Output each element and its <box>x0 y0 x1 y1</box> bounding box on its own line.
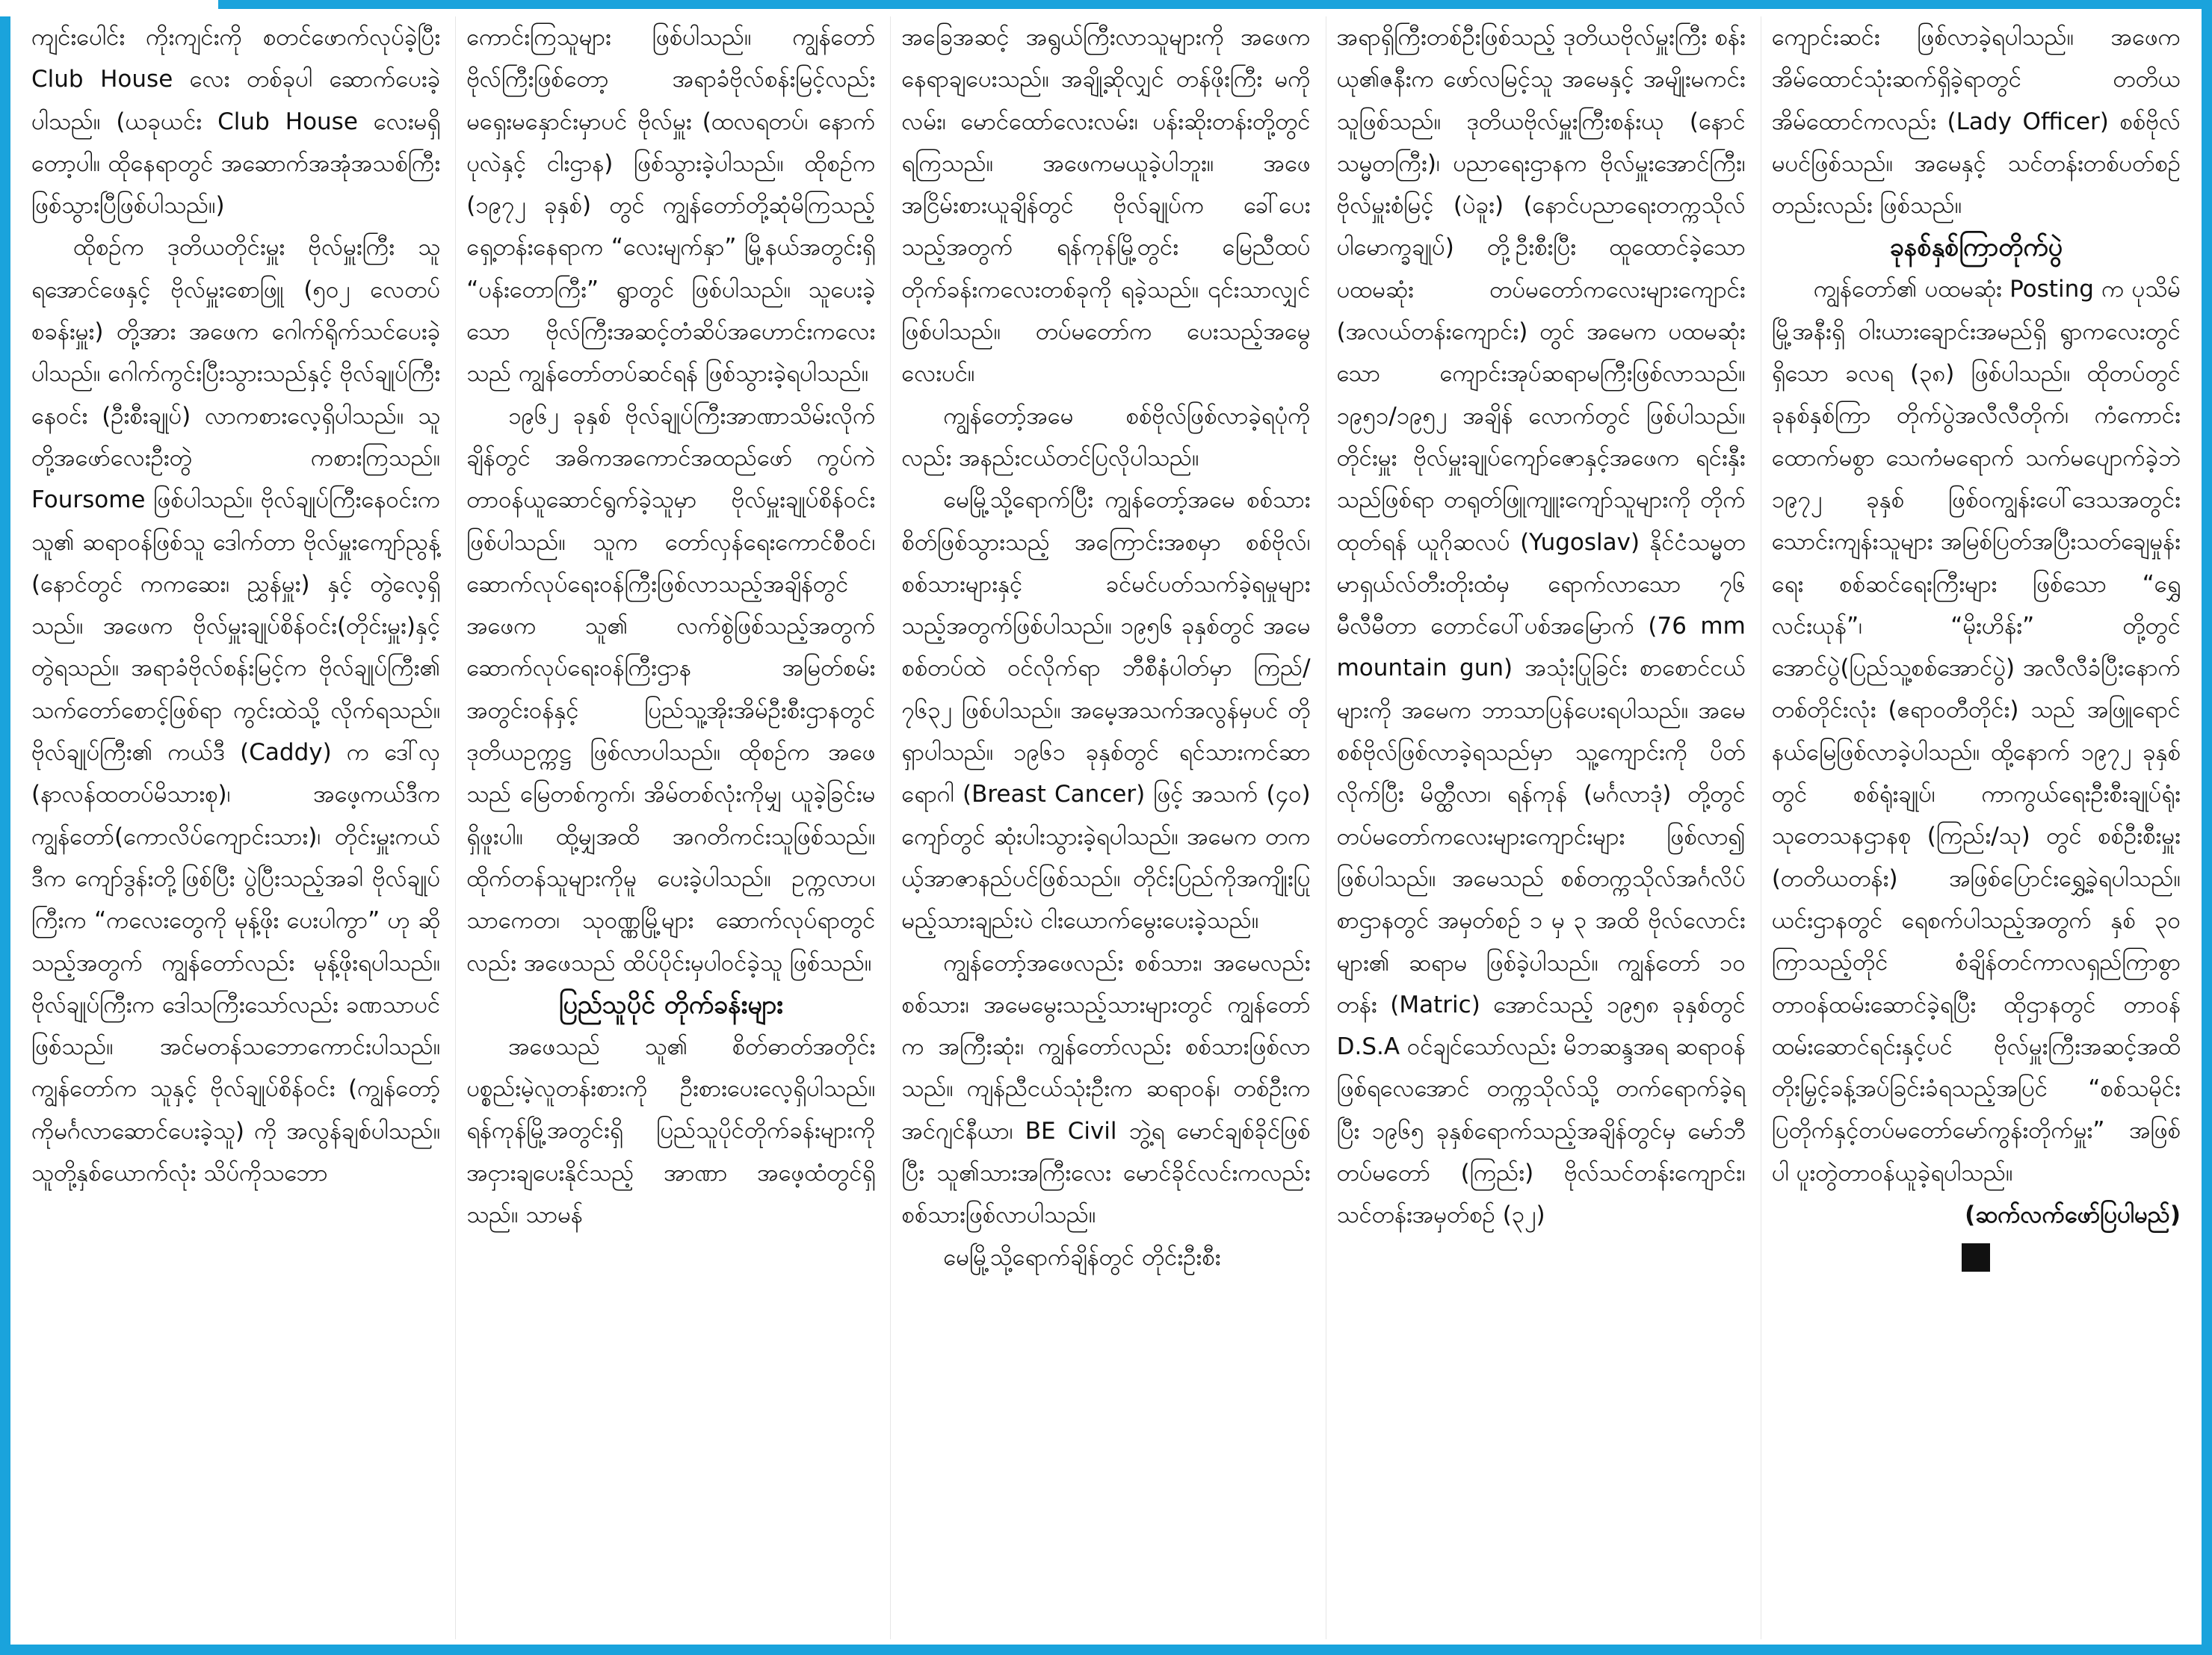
paragraph: ထိုစဉ်က ဒုတိယတိုင်းမှူး ဗိုလ်မှူးကြီး သူရအောင်ဖေနှင့် ဗိုလ်မှူးစောဖြူ (၅၀၂ လေတပ်စခန်းမှူး) တို့အား အဖေက ဂေါက်ရိုက်သင်ပေးခဲ့ပါသည်။ ဂေါက်ကွင်းပြီးသွားသည်နှင့် ဗိုလ်ချုပ်ကြီးနေဝင်း (ဦးစီးချုပ်) လာကစားလေ့ရှိပါသည်။ သူတို့အဖော်လေးဦးတွဲ ကစားကြသည်။ Foursome ဖြစ်ပါသည်။ ဗိုလ်ချုပ်ကြီးနေဝင်းက သူ၏ ဆရာဝန်ဖြစ်သူ ဒေါက်တာ ဗိုလ်မှူးကျော်ညွန့် (နောင်တွင် ကကဆေး၊ ညွှန်မှူး) နှင့် တွဲလေ့ရှိသည်။ အဖေက ဗိုလ်မှူးချုပ်စိန်ဝင်း(တိုင်းမှူး)နှင့် တွဲရသည်။ အရာခံဗိုလ်စန်းမြင့်က ဗိုလ်ချုပ်ကြီး၏ သက်တော်စောင့်ဖြစ်ရာ ကွင်းထဲသို့ လိုက်ရသည်။ ဗိုလ်ချုပ်ကြီး၏ ကယ်ဒီ (Caddy) က ဒေါ်လှ (နာလန်ထတပ်မိသားစု)၊ အဖေ့ကယ်ဒီက ကျွန်တော်(ကောလိပ်ကျောင်းသား)၊ တိုင်းမှူးကယ်ဒီက ကျော်ဒွန်းတို့ဖြစ်ပြီး ပွဲပြီးသည့်အခါ ဗိုလ်ချုပ်ကြီးက “ကလေးတွေကို မုန့်ဖိုး ပေးပါကွာ” ဟု ဆိုသည့်အတွက် ကျွန်တော်လည်း မုန့်ဖိုးရပါသည်။ ဗိုလ်ချုပ်ကြီးက ဒေါသကြီးသော်လည်း ခဏသာပင်ဖြစ်သည်။ အင်မတန်သဘောကောင်းပါသည်။ ကျွန်တော်က သူနှင့် ဗိုလ်ချုပ်စိန်ဝင်း (ကျွန်တော့်ကိုမင်္ဂလာဆောင်ပေးခဲ့သူ) ကို အလွန်ချစ်ပါသည်။ သူတို့နှစ်ယောက်လုံး သိပ်ကိုသဘော <box>31 234 441 1187</box>
paragraph: ကျွန်တော့်အဖေလည်း စစ်သား၊ အမေလည်း စစ်သား၊ အမေမွေးသည့်သားများတွင် ကျွန်တော်က အကြီးဆုံး၊ ကျွန်တော်လည်း စစ်သားဖြစ်လာသည်။ ကျန်ညီငယ်သုံးဦးက ဆရာဝန်၊ တစ်ဦးက အင်ဂျင်နီယာ၊ BE Civil ဘွဲ့ရ မောင်ချစ်ခိုင်ဖြစ်ပြီး သူ၏သားအကြီးလေး မောင်ခိုင်လင်းကလည်း စစ်သားဖြစ်လာပါသည်။ <box>901 949 1311 1229</box>
paragraph: အဖေသည် သူ၏ စိတ်ဓာတ်အတိုင်း ပစ္စည်းမဲ့လူတန်းစားကို ဦးစားပေးလေ့ရှိပါသည်။ ရန်ကုန်မြို့အတွင်းရှိ ပြည်သူပိုင်တိုက်ခန်းများကို အငှားချပေးနိုင်သည့် အာဏာ အဖေ့ထံတွင်ရှိသည်။ သာမန် <box>466 1033 876 1229</box>
paragraph: ကျင်းပေါင်း ကိုးကျင်းကို စတင်ဖောက်လုပ်ခဲ့ပြီး Club House လေး တစ်ခုပါ ဆောက်ပေးခဲ့ပါသည်။ (ယခုယင်း Club House လေးမရှိတော့ပါ။ ထိုနေရာတွင် အဆောက်အအုံအသစ်ကြီးဖြစ်သွားပြီဖြစ်ပါသည်။) <box>31 24 441 220</box>
article-column-2 <box>455 16 886 1639</box>
paragraph: အရာရှိကြီးတစ်ဦးဖြစ်သည့် ဒုတိယဗိုလ်မှူးကြီး စန်းယု၏ဇနီးက ဖော်လမြင့်သူ အမေနှင့် အမျိုးမကင်းသူဖြစ်သည်။ ဒုတိယဗိုလ်မှူးကြီးစန်းယု (နောင်သမ္မတကြီး)၊ ပညာရေးဌာနက ဗိုလ်မှူးအောင်ကြီး၊ ဗိုလ်မှူးစံမြင့် (ပဲခူး) (နောင်ပညာရေးတက္ကသိုလ်ပါမောက္ခချုပ်) တို့ဦးစီးပြီး ထူထောင်ခဲ့သော ပထမဆုံး တပ်မတော်ကလေးများကျောင်း (အလယ်တန်းကျောင်း) တွင် အမေက ပထမဆုံးသော ကျောင်းအုပ်ဆရာမကြီးဖြစ်လာသည်။ ၁၉၅၁/၁၉၅၂ အချိန် လောက်တွင် ဖြစ်ပါသည်။ တိုင်းမှူး ဗိုလ်မှူးချုပ်ကျော်ဇောနှင့်အဖေက ရင်းနှီးသည်ဖြစ်ရာ တရုတ်ဖြူကျူးကျော်သူများကို တိုက်ထုတ်ရန် ယူဂိုဆလပ် (Yugoslav) နိုင်ငံသမ္မတ မာရှယ်လ်တီးတိုးထံမှ ရောက်လာသော ၇၆ မီလီမီတာ တောင်ပေါ်ပစ်အမြောက် (76 mm mountain gun) အသုံးပြုခြင်း စာစောင်ငယ်များကို အမေက ဘာသာပြန်ပေးရပါသည်။ အမေစစ်ဗိုလ်ဖြစ်လာခဲ့ရသည်မှာ သူ့ကျောင်းကို ပိတ်လိုက်ပြီး မိတ္ထီလာ၊ ရန်ကုန် (မင်္ဂလာဒုံ) တို့တွင် တပ်မတော်ကလေးများကျောင်းများ ဖြစ်လာ၍ ဖြစ်ပါသည်။ အမေသည် စစ်တက္ကသိုလ်အင်္ဂလိပ်စာဌာနတွင် အမှတ်စဉ် ၁ မှ ၃ အထိ ဗိုလ်လောင်းများ၏ ဆရာမ ဖြစ်ခဲ့ပါသည်။ ကျွန်တော် ၁၀ တန်း (Matric) အောင်သည့် ၁၉၅၈ ခုနှစ်တွင် D.S.A ဝင်ချင်သော်လည်း မိဘဆန္ဒအရ ဆရာဝန်ဖြစ်ရလေအောင် တက္ကသိုလ်သို့ တက်ရောက်ခဲ့ရပြီး ၁၉၆၅ ခုနှစ်ရောက်သည့်အချိန်တွင်မှ မော်ဘီ တပ်မတော် (ကြည်း) ဗိုလ်သင်တန်းကျောင်း၊ သင်တန်းအမှတ်စဉ် (၃၂) <box>1336 24 1746 1229</box>
article-column-5 <box>1761 16 2191 1639</box>
paragraph: ကောင်းကြသူများ ဖြစ်ပါသည်။ ကျွန်တော်ဗိုလ်ကြီးဖြစ်တော့ အရာခံဗိုလ်စန်းမြင့်လည်း မရှေးမနှောင်းမှာပင် ဗိုလ်မှူး (ထလရတပ်၊ နောက်ပုလဲနှင့် ငါးဌာန) ဖြစ်သွားခဲ့ပါသည်။ ထိုစဉ်က (၁၉၇၂ ခုနှစ်) တွင် ကျွန်တော်တို့ဆုံမိကြသည့် ရှေ့တန်းနေရာက “လေးမျက်နှာ” မြို့နယ်အတွင်းရှိ “ပန်းတောကြီး” ရွာတွင် ဖြစ်ပါသည်။ သူပေးခဲ့သော ဗိုလ်ကြီးအဆင့်တံဆိပ်အဟောင်းကလေးသည် ကျွန်တော်တပ်ဆင်ရန် ဖြစ်သွားခဲ့ရပါသည်။ <box>466 24 876 388</box>
article-column-4 <box>1326 16 1756 1639</box>
section-heading: ခုနစ်နှစ်ကြာတိုက်ပွဲ <box>1889 232 2063 263</box>
continued-note: (ဆက်လက်ဖော်ပြပါမည်) <box>1965 1201 2181 1229</box>
end-of-article-square-icon <box>1962 1243 1990 1272</box>
article-column-1 <box>21 16 451 1639</box>
paragraph: အခြေအဆင့် အရွယ်ကြီးလာသူများကို အဖေက နေရာချပေးသည်။ အချို့ဆိုလျှင် တန်ဖိုးကြီး မကိုလမ်း၊ မောင်ထော်လေးလမ်း၊ ပန်းဆိုးတန်းတို့တွင် ရကြသည်။ အဖေကမယူခဲ့ပါဘူး။ အဖေအငြိမ်းစားယူချိန်တွင် ဗိုလ်ချုပ်က ခေါ်ပေးသည့်အတွက် ရန်ကုန်မြို့တွင်း မြေညီထပ်တိုက်ခန်းကလေးတစ်ခုကို ရခဲ့သည်။ ၎င်းသာလျှင်ဖြစ်ပါသည်။ တပ်မတော်က ပေးသည့်အမွေလေးပင်။ <box>901 24 1311 388</box>
frame-border-top <box>218 0 2212 9</box>
article-column-3 <box>890 16 1320 1639</box>
paragraph: ကျွန်တော်၏ ပထမဆုံး Posting က ပုသိမ်မြို့အနီးရှိ ဝါးယားချောင်းအမည်ရှိ ရွာကလေးတွင်ရှိသော ခလရ (၃၈) ဖြစ်ပါသည်။ ထိုတပ်တွင် ခုနစ်နှစ်ကြာ တိုက်ပွဲအလီလီတိုက်၊ ကံကောင်းထောက်မစွာ သေကံမရောက် သက်မပျောက်ခဲ့ဘဲ ၁၉၇၂ ခုနှစ် ဖြစ်ဝကျွန်းပေါ်ဒေသအတွင်း သောင်းကျန်းသူများ အမြစ်ပြတ်အပြီးသတ်ချေမှုန်းရေး စစ်ဆင်ရေးကြီးများ ဖြစ်သော “ရွှေလင်းယုန်”၊ “မိုးဟိန်း” တို့တွင် အောင်ပွဲ(ပြည်သူ့စစ်အောင်ပွဲ) အလီလီခံပြီးနောက် တစ်တိုင်းလုံး (ဧရာဝတီတိုင်း) သည် အဖြူရောင်နယ်မြေဖြစ်လာခဲ့ပါသည်။ ထို့နောက် ၁၉၇၂ ခုနှစ်တွင် စစ်ရုံးချုပ်၊ ကာကွယ်ရေးဦးစီးချုပ်ရုံး သုတေသနဌာနစု (ကြည်း/သု) တွင် စစ်ဦးစီးမှူး (တတိယတန်း) အဖြစ်ပြောင်းရွှေ့ခဲ့ရပါသည်။ ယင်းဌာနတွင် ရေစက်ပါသည့်အတွက် နှစ် ၃၀ ကြာသည့်တိုင် စံချိန်တင်ကာလရှည်ကြာစွာ တာဝန်ထမ်းဆောင်ခဲ့ရပြီး ထိုဌာနတွင် တာဝန်ထမ်းဆောင်ရင်းနှင့်ပင် ဗိုလ်မှူးကြီးအဆင့်အထိ တိုးမြှင့်ခန့်အပ်ခြင်းခံရသည့်အပြင် “စစ်သမိုင်းပြတိုက်နှင့်တပ်မတော်မော်ကွန်းတိုက်မှူး” အဖြစ်ပါ ပူးတွဲတာဝန်ယူခဲ့ရပါသည်။ <box>1771 276 2181 1187</box>
article-page <box>21 16 2191 1639</box>
frame-border-right <box>2202 0 2212 1655</box>
paragraph: ကျွန်တော့်အမေ စစ်ဗိုလ်ဖြစ်လာခဲ့ရပုံကိုလည်း အနည်းငယ်တင်ပြလိုပါသည်။ <box>901 402 1311 471</box>
paragraph: မေမြို့သို့ရောက်ပြီး ကျွန်တော့်အမေ စစ်သားစိတ်ဖြစ်သွားသည့် အကြောင်းအစမှာ စစ်ဗိုလ်၊ စစ်သားများနှင့် ခင်မင်ပတ်သက်ခဲ့ရမှုများသည့်အတွက်ဖြစ်ပါသည်။ ၁၉၅၆ ခုနှစ်တွင် အမေစစ်တပ်ထဲ ဝင်လိုက်ရာ ဘီစီနံပါတ်မှာ ကြည်/၇၆၃၂ ဖြစ်ပါသည်။ အမေ့အသက်အလွန်မှပင် တိုရှာပါသည်။ ၁၉၆၁ ခုနှစ်တွင် ရင်သားကင်ဆာရောဂါ (Breast Cancer) ဖြင့် အသက် (၄၀) ကျော်တွင် ဆုံးပါးသွားခဲ့ရပါသည်။ အမေက တကယ့်အာဇာနည်ပင်ဖြစ်သည်။ တိုင်းပြည်ကိုအကျိုးပြုမည့်သားချည်းပဲ ငါးယောက်မွေးပေးခဲ့သည်။ <box>901 486 1311 935</box>
section-heading: ပြည်သူပိုင် တိုက်ခန်းများ <box>558 989 783 1020</box>
paragraph: ၁၉၆၂ ခုနှစ် ဗိုလ်ချုပ်ကြီးအာဏာသိမ်းလိုက်ချိန်တွင် အဓိကအကောင်အထည်ဖော် ကွပ်ကဲတာဝန်ယူဆောင်ရွက်ခဲ့သူမှာ ဗိုလ်မှူးချုပ်စိန်ဝင်း ဖြစ်ပါသည်။ သူက တော်လှန်ရေးကောင်စီဝင်၊ ဆောက်လုပ်ရေးဝန်ကြီးဖြစ်လာသည့်အချိန်တွင် အဖေက သူ၏ လက်စွဲဖြစ်သည့်အတွက် ဆောက်လုပ်ရေးဝန်ကြီးဌာန အမြတ်စမ်းအတွင်းဝန်နှင့် ပြည်သူ့အိုးအိမ်ဦးစီးဌာနတွင် ဒုတိယဥက္ကဋ္ဌ ဖြစ်လာပါသည်။ ထိုစဉ်က အဖေသည် မြေတစ်ကွက်၊ အိမ်တစ်လုံးကိုမျှ ယူခဲ့ခြင်းမရှိဖူးပါ။ ထို့မျှအထိ အဂတိကင်းသူဖြစ်သည်။ ထိုက်တန်သူများကိုမူ ပေးခဲ့ပါသည်။ ဥက္ကလာပ၊ သာကေတ၊ သုဝဏ္ဏမြို့များ ဆောက်လုပ်ရာတွင်လည်း အဖေသည် ထိပ်ပိုင်းမှပါဝင်ခဲ့သူ ဖြစ်သည်။ <box>466 402 876 977</box>
paragraph: မေမြို့သို့ရောက်ချိန်တွင် တိုင်းဦးစီး <box>943 1243 1221 1271</box>
frame-border-left <box>0 16 10 1655</box>
paragraph: ကျောင်းဆင်း ဖြစ်လာခဲ့ရပါသည်။ အဖေက အိမ်ထောင်သုံးဆက်ရှိခဲ့ရာတွင် တတိယအိမ်ထောင်ကလည်း (Lady Officer) စစ်ဗိုလ်မပင်ဖြစ်သည်။ အမေနှင့် သင်တန်းတစ်ပတ်စဉ်တည်းလည်း ဖြစ်သည်။ <box>1771 24 2181 220</box>
frame-border-bottom <box>0 1645 2212 1655</box>
